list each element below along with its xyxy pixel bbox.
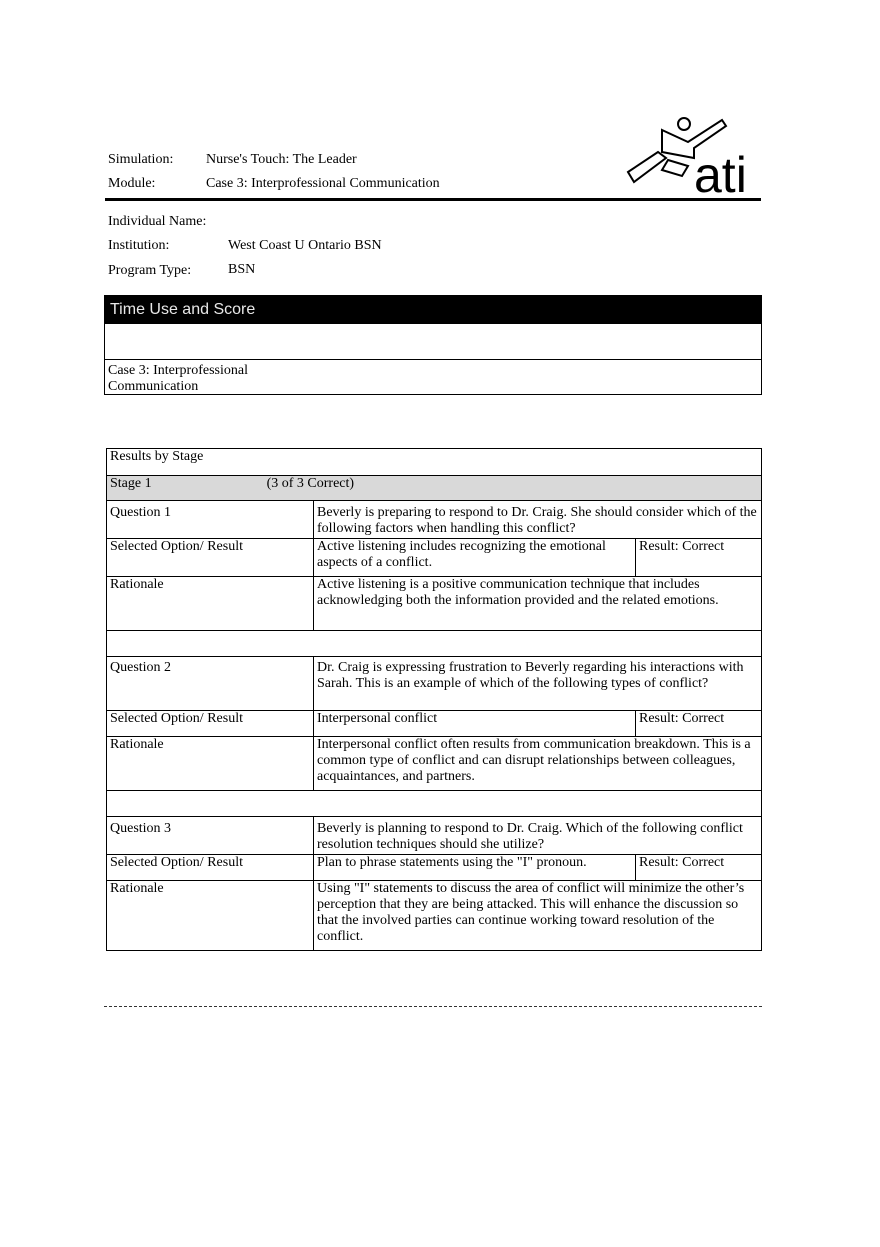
institution-value: West Coast U Ontario BSN <box>228 238 382 253</box>
result-status: Result: Correct <box>636 711 762 737</box>
selected-option-text: Active listening includes recognizing the emotional aspects of a conflict. <box>314 539 636 577</box>
rationale-text: Active listening is a positive communication technique that includes acknowledging both the information provided and the related emotions. <box>314 577 762 631</box>
selected-option-label: Selected Option/ Result <box>107 711 314 737</box>
selected-option-text: Interpersonal conflict <box>314 711 636 737</box>
rationale-text: Using "I" statements to discuss the area of conflict will minimize the other’s perception that they are being attacked. This will enhance the discussion so that the involved parties can continue working toward resolution of the conflict. <box>314 881 762 951</box>
selected-option-text: Plan to phrase statements using the "I" pronoun. <box>314 855 636 881</box>
results-table <box>106 448 762 951</box>
question-text: Dr. Craig is expressing frustration to Beverly regarding his interactions with Sarah. This is an example of which of the following types of conflict? <box>314 657 762 711</box>
stage-row <box>107 476 762 501</box>
time-use-score-box <box>104 295 762 395</box>
rationale-text: Interpersonal conflict often results from communication breakdown. This is a common type of conflict and can disrupt relationships between colleagues, acquaintances, and partners. <box>314 737 762 791</box>
question-label: Question 1 <box>107 501 314 539</box>
ati-logo <box>622 112 764 196</box>
program-type-value: BSN <box>228 262 256 277</box>
rationale-label: Rationale <box>107 881 314 951</box>
module-value: Case 3: Interprofessional Communication <box>206 176 440 191</box>
result-status: Result: Correct <box>636 855 762 881</box>
ati-logo-text: ati <box>694 147 747 196</box>
stage-count: (3 of 3 Correct) <box>266 476 355 491</box>
institution-label: Institution: <box>108 238 170 253</box>
simulation-value: Nurse's Touch: The Leader <box>206 152 357 167</box>
selected-option-label: Selected Option/ Result <box>107 855 314 881</box>
score-case-label: Case 3: Interprofessional Communication <box>108 363 248 394</box>
question-label: Question 2 <box>107 657 314 711</box>
question-label: Question 3 <box>107 817 314 855</box>
result-status: Result: Correct <box>636 539 762 577</box>
results-title: Results by Stage <box>107 449 762 476</box>
score-blank-row <box>105 324 761 360</box>
spacer-row <box>107 631 762 657</box>
rationale-label: Rationale <box>107 577 314 631</box>
header-divider <box>105 198 761 201</box>
selected-option-label: Selected Option/ Result <box>107 539 314 577</box>
question-text: Beverly is preparing to respond to Dr. Craig. She should consider which of the following factors when handling this conflict? <box>314 501 762 539</box>
program-type-label: Program Type: <box>108 263 192 278</box>
stage-label: Stage 1 <box>110 476 152 491</box>
time-use-score-title: Time Use and Score <box>105 296 761 324</box>
spacer-row <box>107 791 762 817</box>
question-text: Beverly is planning to respond to Dr. Craig. Which of the following conflict resolution techniques should she utilize? <box>314 817 762 855</box>
simulation-label: Simulation: <box>108 152 174 167</box>
individual-name-label: Individual Name: <box>108 214 207 229</box>
page-cut-line <box>104 1006 762 1007</box>
module-label: Module: <box>108 176 156 191</box>
rationale-label: Rationale <box>107 737 314 791</box>
